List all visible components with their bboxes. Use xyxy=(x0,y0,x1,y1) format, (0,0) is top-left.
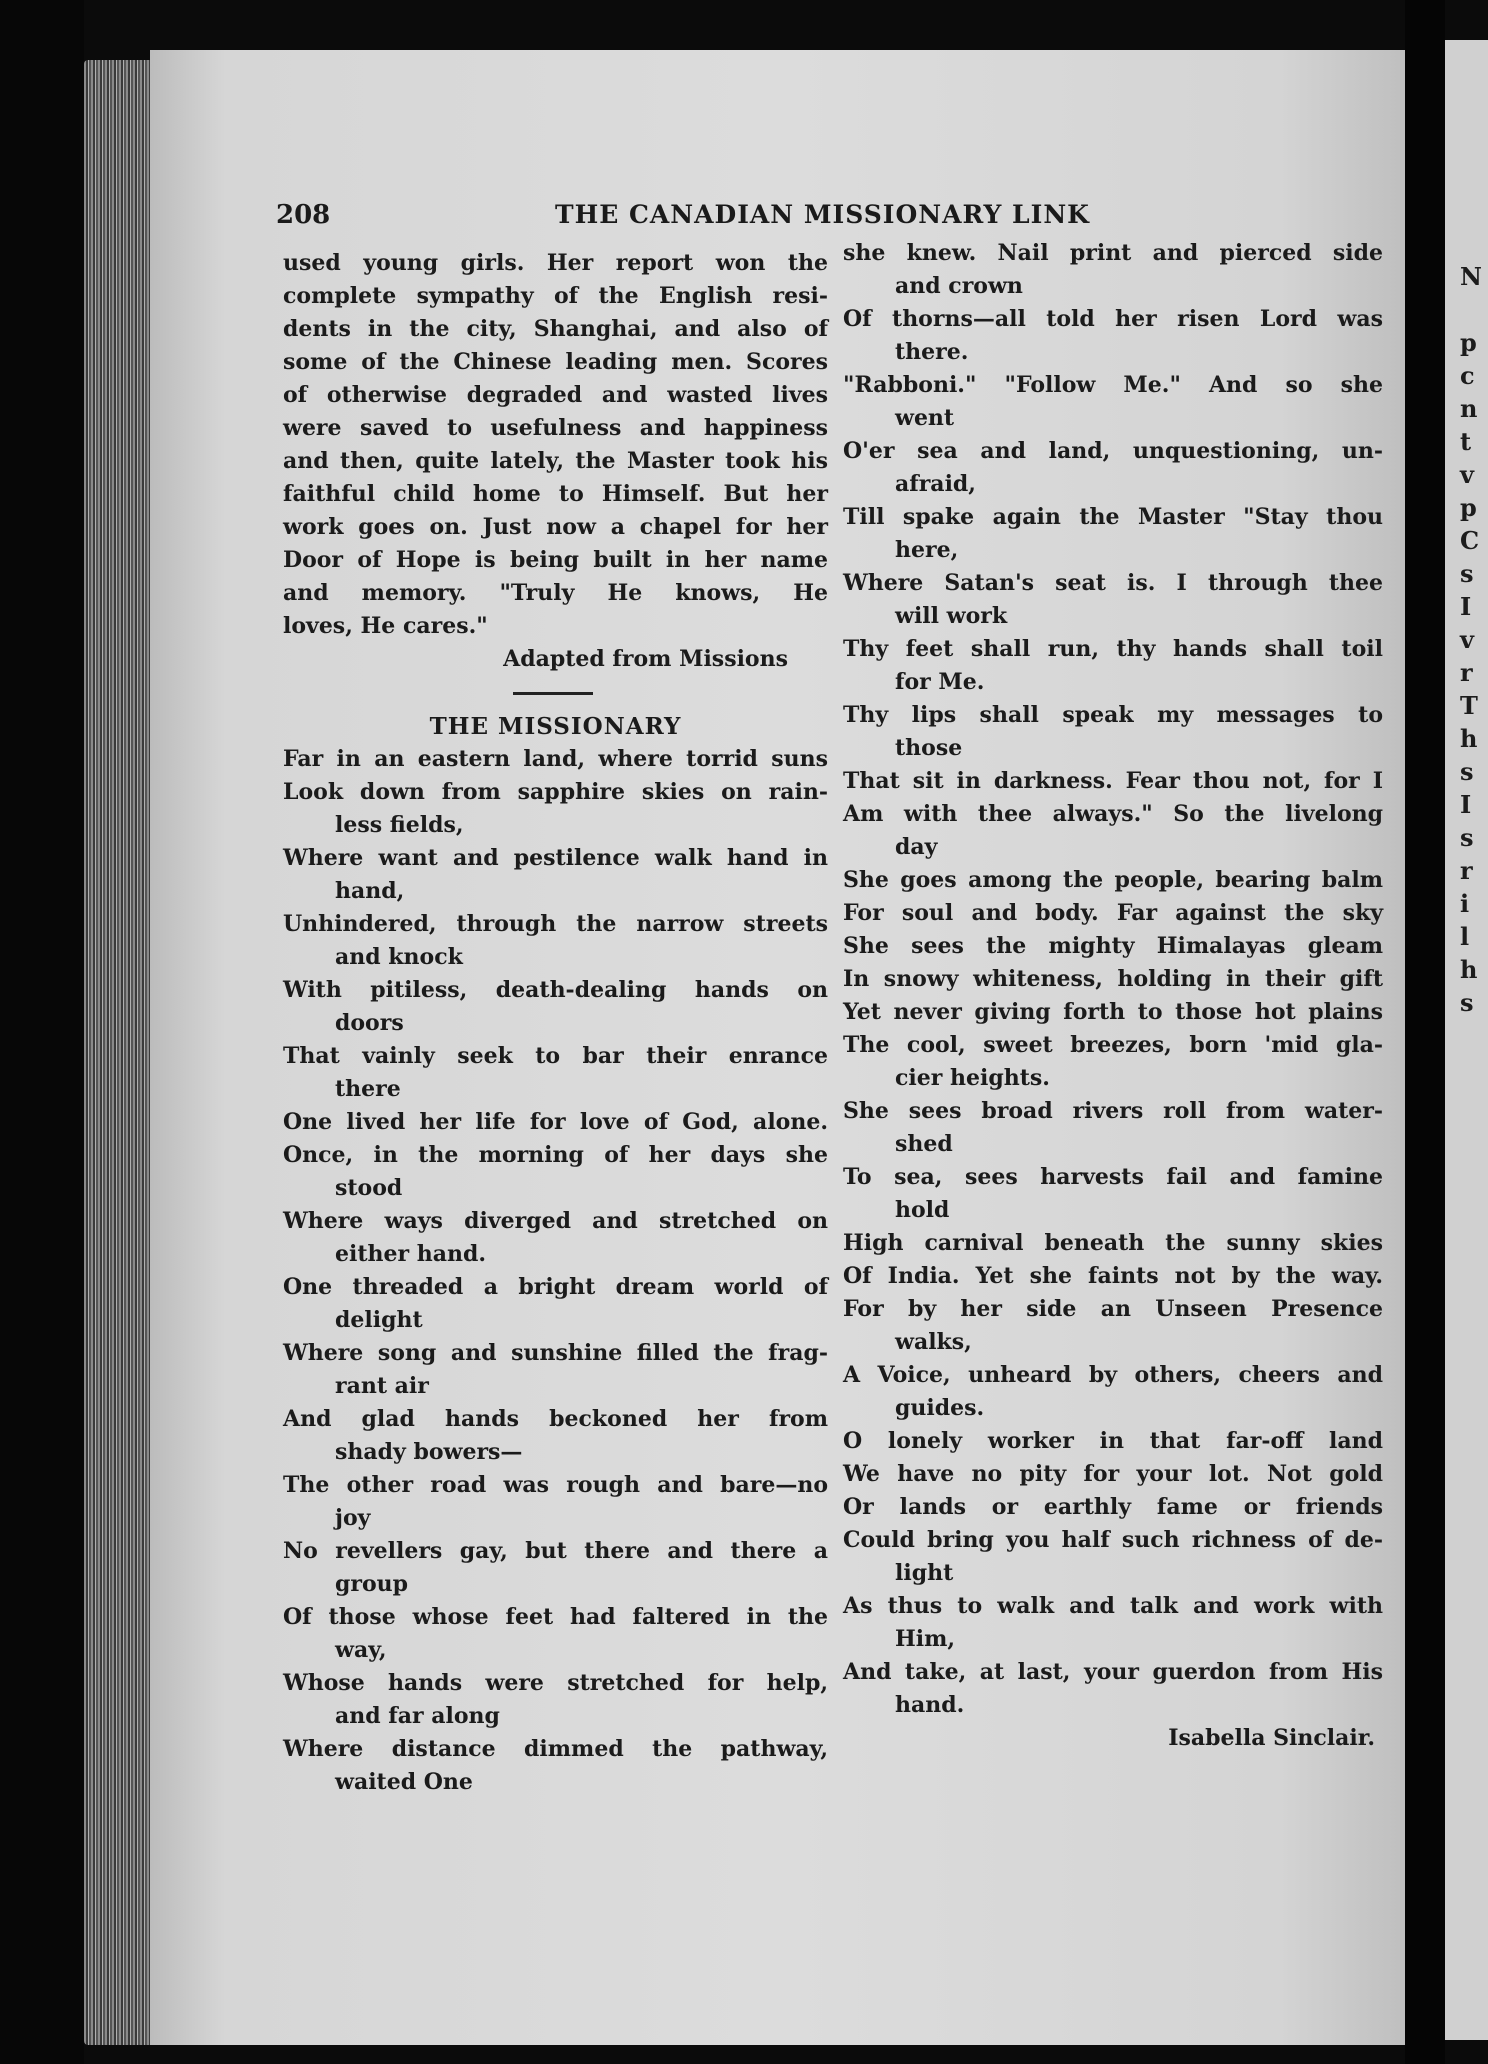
prose-line: loves, He cares." xyxy=(283,613,488,639)
adjacent-letter: v xyxy=(1460,460,1474,489)
adjacent-letter: s xyxy=(1460,559,1474,588)
adjacent-letter: h xyxy=(1460,724,1478,753)
poem-line: And take, at last, your guerdon from His xyxy=(843,1659,1383,1685)
prose-line: Door of Hope is being built in her name xyxy=(283,547,828,573)
attribution: Adapted from Missions xyxy=(503,646,788,672)
poem-line: guides. xyxy=(895,1395,985,1421)
adjacent-letter: s xyxy=(1460,757,1474,786)
poem-line: Where ways diverged and stretched on xyxy=(283,1208,828,1234)
prose-line: and then, quite lately, the Master took his xyxy=(283,448,828,474)
poem-line: One lived her life for love of God, alone. xyxy=(283,1109,828,1135)
adjacent-letter: c xyxy=(1460,361,1475,390)
poem-line: High carnival beneath the sunny skies xyxy=(843,1230,1383,1256)
signature: Isabella Sinclair. xyxy=(1168,1725,1375,1751)
prose-line: dents in the city, Shanghai, and also of xyxy=(283,316,828,342)
poem-line: She sees the mighty Himalayas gleam xyxy=(843,933,1383,959)
poem-line: and crown xyxy=(895,273,1023,299)
poem-line: In snowy whiteness, holding in their gift xyxy=(843,966,1383,992)
poem-line: Where want and pestilence walk hand in xyxy=(283,845,828,871)
poem-line: Thy feet shall run, thy hands shall toil xyxy=(843,636,1383,662)
poem-line: Whose hands were stretched for help, xyxy=(283,1670,828,1696)
prose-line: work goes on. Just now a chapel for her xyxy=(283,514,828,540)
poem-line: Yet never giving forth to those hot plains xyxy=(843,999,1383,1025)
prose-line: and memory. "Truly He knows, He xyxy=(283,580,828,606)
adjacent-letter: T xyxy=(1460,691,1478,720)
poem-line: Of thorns—all told her risen Lord was xyxy=(843,306,1383,332)
poem-line: Where song and sunshine filled the frag- xyxy=(283,1340,828,1366)
poem-line: One threaded a bright dream world of xyxy=(283,1274,828,1300)
adjacent-letter: s xyxy=(1460,823,1474,852)
poem-line: No revellers gay, but there and there a xyxy=(283,1538,828,1564)
poem-line: That vainly seek to bar their enrance xyxy=(283,1043,828,1069)
adjacent-letter: l xyxy=(1460,922,1470,951)
poem-line: That sit in darkness. Fear thou not, for I xyxy=(843,768,1383,794)
page-header xyxy=(270,200,1360,240)
book-gutter xyxy=(1405,0,1445,2064)
left-column xyxy=(283,247,828,1799)
poem-line: For by her side an Unseen Presence xyxy=(843,1296,1383,1322)
poem-line: Could bring you half such richness of de- xyxy=(843,1527,1383,1553)
poem-line: Am with thee always." So the livelong xyxy=(843,801,1383,827)
poem-line: A Voice, unheard by others, cheers and xyxy=(843,1362,1383,1388)
poem-line: light xyxy=(895,1560,954,1586)
running-title: THE CANADIAN MISSIONARY LINK xyxy=(555,200,1090,229)
poem-line: went xyxy=(895,405,955,431)
poem-line: stood xyxy=(335,1175,403,1201)
poem-line: "Rabboni." "Follow Me." And so she xyxy=(843,372,1383,398)
adjacent-letter: I xyxy=(1460,790,1472,819)
poem-line: Once, in the morning of her days she xyxy=(283,1142,828,1168)
poem-line: We have no pity for your lot. Not gold xyxy=(843,1461,1383,1487)
poem-line: With pitiless, death-dealing hands on xyxy=(283,977,828,1003)
adjacent-letter: i xyxy=(1460,889,1470,918)
prose-line: of otherwise degraded and wasted lives xyxy=(283,382,828,408)
poem-line: delight xyxy=(335,1307,423,1333)
poem-line: walks, xyxy=(895,1329,972,1355)
adjacent-letter: N xyxy=(1460,262,1482,291)
poem-line: Of India. Yet she faints not by the way. xyxy=(843,1263,1383,1289)
poem-line: less fields, xyxy=(335,812,464,838)
poem-line: Till spake again the Master "Stay thou xyxy=(843,504,1383,530)
poem-line: Unhindered, through the narrow streets xyxy=(283,911,828,937)
adjacent-letter: h xyxy=(1460,955,1478,984)
poem-line: And glad hands beckoned her from xyxy=(283,1406,828,1432)
poem-line: The other road was rough and bare—no xyxy=(283,1472,828,1498)
adjacent-letter: n xyxy=(1460,394,1478,423)
poem-line: waited One xyxy=(335,1769,473,1795)
poem-line: cier heights. xyxy=(895,1065,1050,1091)
adjacent-letter xyxy=(1460,293,1488,326)
adjacent-letter: v xyxy=(1460,625,1474,654)
poem-line: For soul and body. Far against the sky xyxy=(843,900,1383,926)
poem-line: for Me. xyxy=(895,669,985,695)
poem-line: As thus to walk and talk and work with xyxy=(843,1593,1383,1619)
adjacent-letter: r xyxy=(1460,658,1473,687)
poem-line: To sea, sees harvests fail and famine xyxy=(843,1164,1383,1190)
prose-line: used young girls. Her report won the xyxy=(283,250,828,276)
poem-title: THE MISSIONARY xyxy=(429,713,682,740)
prose-line: complete sympathy of the English resi- xyxy=(283,283,828,309)
prose-line: were saved to usefulness and happiness xyxy=(283,415,828,441)
poem-line: Of those whose feet had faltered in the xyxy=(283,1604,828,1630)
adjacent-page-letters xyxy=(1460,260,1488,1019)
poem-line: hand, xyxy=(335,878,405,904)
poem-line: those xyxy=(895,735,963,761)
poem-line: Or lands or earthly fame or friends xyxy=(843,1494,1383,1520)
poem-line: O'er sea and land, unquestioning, un- xyxy=(843,438,1383,464)
poem-line: hand. xyxy=(895,1692,965,1718)
adjacent-letter: p xyxy=(1460,328,1477,357)
poem-line: Look down from sapphire skies on rain- xyxy=(283,779,828,805)
adjacent-letter: p xyxy=(1460,493,1477,522)
right-column xyxy=(843,237,1383,1755)
poem-line: day xyxy=(895,834,938,860)
page-number: 208 xyxy=(276,200,331,230)
scan-border-left xyxy=(0,0,84,2064)
poem-line: way, xyxy=(335,1637,387,1663)
poem-line: doors xyxy=(335,1010,404,1036)
adjacent-letter: t xyxy=(1460,427,1472,456)
poem-line: She sees broad rivers roll from water- xyxy=(843,1098,1383,1124)
poem-line: Far in an eastern land, where torrid suns xyxy=(283,746,828,772)
poem-line: Thy lips shall speak my messages to xyxy=(843,702,1383,728)
adjacent-letter: s xyxy=(1460,988,1474,1017)
section-rule xyxy=(513,692,593,695)
poem-line: will work xyxy=(895,603,1008,629)
poem-line: O lonely worker in that far-off land xyxy=(843,1428,1383,1454)
poem-line: there xyxy=(335,1076,401,1102)
section-rule-row xyxy=(283,676,828,710)
poem-line: afraid, xyxy=(895,471,976,497)
poem-line: joy xyxy=(335,1505,371,1531)
prose-line: faithful child home to Himself. But her xyxy=(283,481,828,507)
adjacent-letter: r xyxy=(1460,856,1473,885)
prose-line: some of the Chinese leading men. Scores xyxy=(283,349,828,375)
poem-line: hold xyxy=(895,1197,950,1223)
adjacent-letter: I xyxy=(1460,592,1472,621)
poem-line: She goes among the people, bearing balm xyxy=(843,867,1383,893)
poem-line: either hand. xyxy=(335,1241,487,1267)
poem-line: The cool, sweet breezes, born 'mid gla- xyxy=(843,1032,1383,1058)
adjacent-letter: C xyxy=(1460,526,1480,555)
poem-line: there. xyxy=(895,339,969,365)
poem-line: she knew. Nail print and pierced side xyxy=(843,240,1383,266)
poem-line: Where Satan's seat is. I through thee xyxy=(843,570,1383,596)
poem-line: here, xyxy=(895,537,959,563)
poem-line: shady bowers— xyxy=(335,1439,523,1465)
poem-line: group xyxy=(335,1571,409,1597)
poem-line: and far along xyxy=(335,1703,500,1729)
poem-line: rant air xyxy=(335,1373,429,1399)
poem-line: Where distance dimmed the pathway, xyxy=(283,1736,828,1762)
poem-line: and knock xyxy=(335,944,463,970)
poem-line: shed xyxy=(895,1131,953,1157)
poem-line: Him, xyxy=(895,1626,956,1652)
